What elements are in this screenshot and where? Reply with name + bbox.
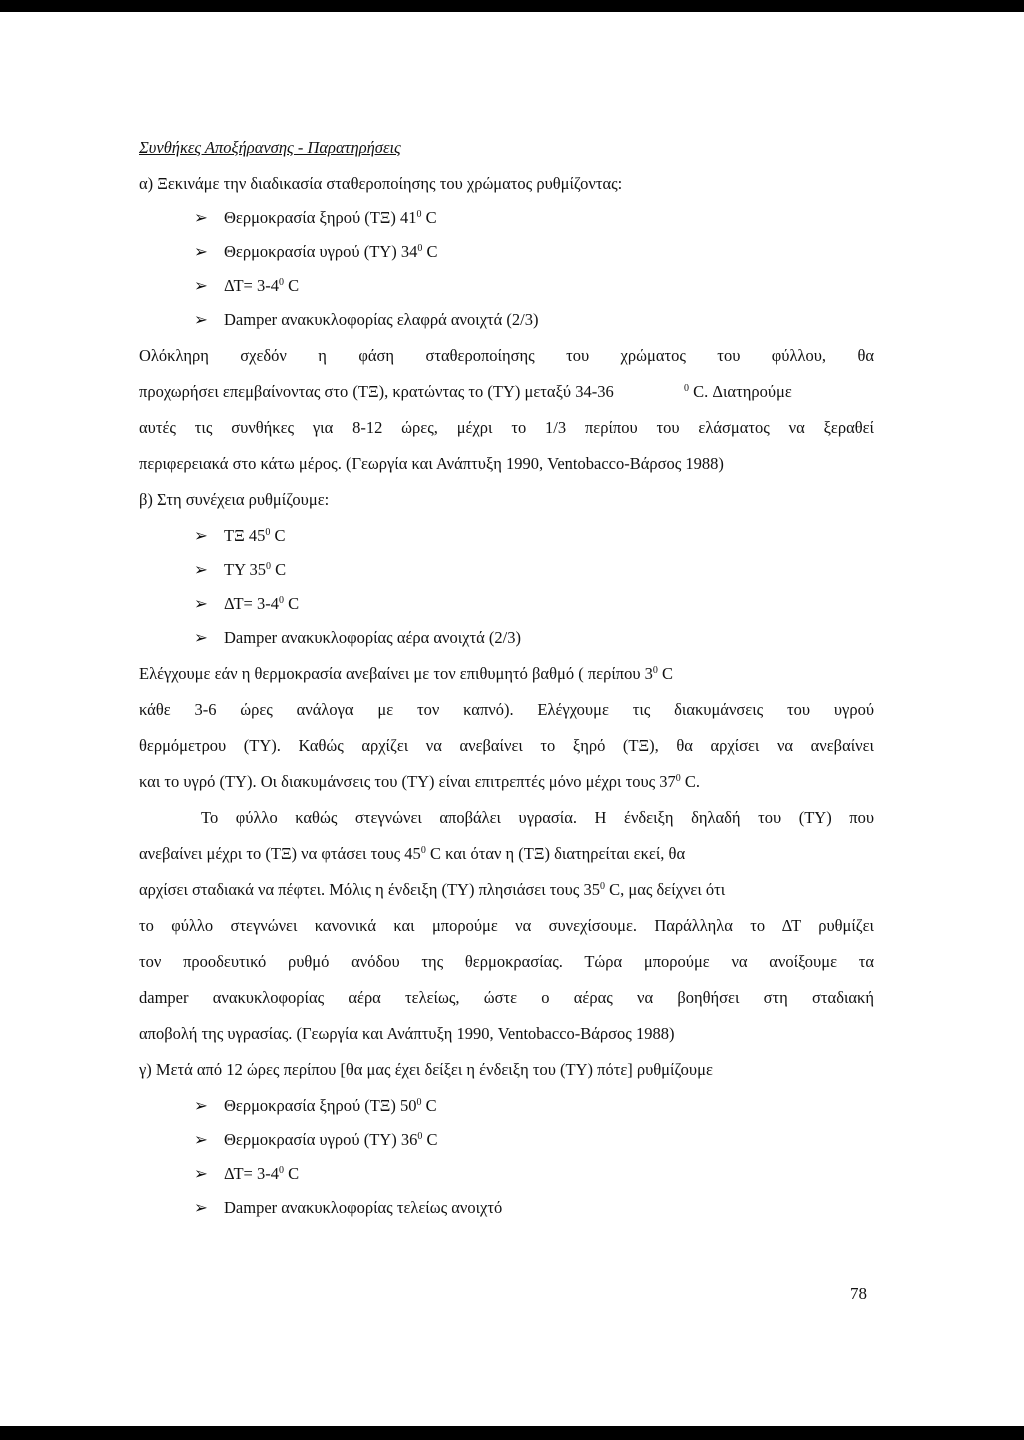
paragraph-b2-line3: αρχίσει σταδιακά να πέφτει. Μόλις η ένδειξη (ΤΥ) πλησιάσει τους $35^0$ C, μας δείχνει ότι (139, 880, 726, 899)
paragraph-b2-line2: ανεβαίνει μέχρι το (ΤΞ) να φτάσει τους $45^0$ C και όταν η (ΤΞ) διατηρείται εκεί, θα (139, 844, 686, 863)
paragraph-b2-line5: τον προοδευτικό ρυθμό ανόδου της θερμοκρασίας. Τώρα μπορούμε να ανοίξουμε τα (139, 952, 874, 971)
page-number: 78 (850, 1284, 867, 1303)
section-c-intro: γ) Μετά από 12 ώρες περίπου [θα μας έχει δείξει η ένδειξη του (ΤΥ) πότε] ρυθμίζουμε (139, 1060, 713, 1079)
bullet-c2: ➢ Θερμοκρασία υγρού (ΤΥ) $36^0$ C (194, 1130, 438, 1149)
paragraph-b2-line6: damper ανακυκλοφορίας αέρα τελείως, ώστε ο αέρας να βοηθήσει στη σταδιακή (139, 988, 874, 1007)
arrow-bullet-icon: ➢ (194, 1130, 208, 1149)
bullet-c1: ➢ Θερμοκρασία ξηρού (ΤΞ) $50^0$ C (194, 1096, 437, 1115)
arrow-bullet-icon: ➢ (194, 242, 208, 261)
arrow-bullet-icon: ➢ (194, 628, 208, 647)
paragraph-b2-line4: το φύλλο στεγνώνει κανονικά και μπορούμε να συνεχίσουμε. Παράλληλα το ΔΤ ρυθμίζει (139, 916, 874, 935)
bullet-c4: ➢ Damper ανακυκλοφορίας τελείως ανοιχτό (194, 1198, 503, 1217)
arrow-bullet-icon: ➢ (194, 310, 208, 329)
bullet-b4: ➢ Damper ανακυκλοφορίας αέρα ανοιχτά (2/3) (194, 628, 521, 647)
paragraph-b-line2: κάθε 3-6 ώρες ανάλογα με τον καπνό). Ελέγχουμε τις διακυμάνσεις του υγρού (139, 700, 874, 719)
arrow-bullet-icon: ➢ (194, 276, 208, 295)
arrow-bullet-icon: ➢ (194, 594, 208, 613)
arrow-bullet-icon: ➢ (194, 1096, 208, 1115)
bullet-b1: ➢ ΤΞ $45^0$ C (194, 526, 286, 545)
section-b-intro: β) Στη συνέχεια ρυθμίζουμε: (139, 490, 330, 509)
bullet-a2: ➢ Θερμοκρασία υγρού (ΤΥ) $34^0$ C (194, 242, 438, 261)
bullet-a3: ➢ $\Delta T= 3-4^0$ C (194, 276, 300, 295)
arrow-bullet-icon: ➢ (194, 1164, 208, 1183)
section-a-intro: α) Ξεκινάμε την διαδικασία σταθεροποίησης του χρώματος ρυθμίζοντας: (139, 174, 623, 193)
bullet-b3: ➢ $\Delta T= 3-4^0$ C (194, 594, 300, 613)
bullet-c3: ➢ $\Delta T= 3-4^0$ C (194, 1164, 300, 1183)
paragraph-b-line1: Ελέγχουμε εάν η θερμοκρασία ανεβαίνει με τον επιθυμητό βαθμό ( περίπου $3^0$ C (139, 664, 674, 683)
paragraph-a-line2: προχωρήσει επεμβαίνοντας στο (ΤΞ), κρατώντας το (ΤΥ) μεταξύ 34-36 $^0$ C. Διατηρούμε (139, 382, 792, 401)
arrow-bullet-icon: ➢ (194, 560, 208, 579)
paragraph-b-line4: και το υγρό (ΤΥ). Οι διακυμάνσεις του (ΤΥ) είναι επιτρεπτές μόνο μέχρι τους $37^0$ C. (139, 772, 701, 791)
paragraph-b-line3: θερμόμετρου (ΤΥ). Καθώς αρχίζει να ανεβαίνει το ξηρό (ΤΞ), θα αρχίσει να ανεβαίνει (139, 736, 874, 755)
bullet-a4: ➢ Damper ανακυκλοφορίας ελαφρά ανοιχτά (2/3) (194, 310, 539, 329)
paragraph-a-line1: Ολόκληρη σχεδόν η φάση σταθεροποίησης του χρώματος του φύλλου, θα (139, 346, 874, 365)
bullet-b2: ➢ ΤΥ $35^0$ C (194, 560, 287, 579)
scan-border-top (0, 0, 1024, 12)
paragraph-a-line4: περιφερειακά στο κάτω μέρος. (Γεωργία και Ανάπτυξη 1990, Ventobacco-Βάρσος 1988) (139, 454, 724, 473)
paragraph-a-line3: αυτές τις συνθήκες για 8-12 ώρες, μέχρι το 1/3 περίπου του ελάσματος να ξεραθεί (139, 418, 874, 437)
bullet-a1: ➢ Θερμοκρασία ξηρού (ΤΞ) $41^0$ C (194, 208, 437, 227)
arrow-bullet-icon: ➢ (194, 1198, 208, 1217)
section-heading: Συνθήκες Αποξήρανσης - Παρατηρήσεις (139, 138, 401, 157)
arrow-bullet-icon: ➢ (194, 208, 208, 227)
paragraph-b2-line7: αποβολή της υγρασίας. (Γεωργία και Ανάπτυξη 1990, Ventobacco-Βάρσος 1988) (139, 1024, 675, 1043)
arrow-bullet-icon: ➢ (194, 526, 208, 545)
paragraph-b2-line1: Το φύλλο καθώς στεγνώνει αποβάλει υγρασία. Η ένδειξη δηλαδή του (ΤΥ) που (201, 808, 874, 827)
scan-border-bottom (0, 1426, 1024, 1440)
